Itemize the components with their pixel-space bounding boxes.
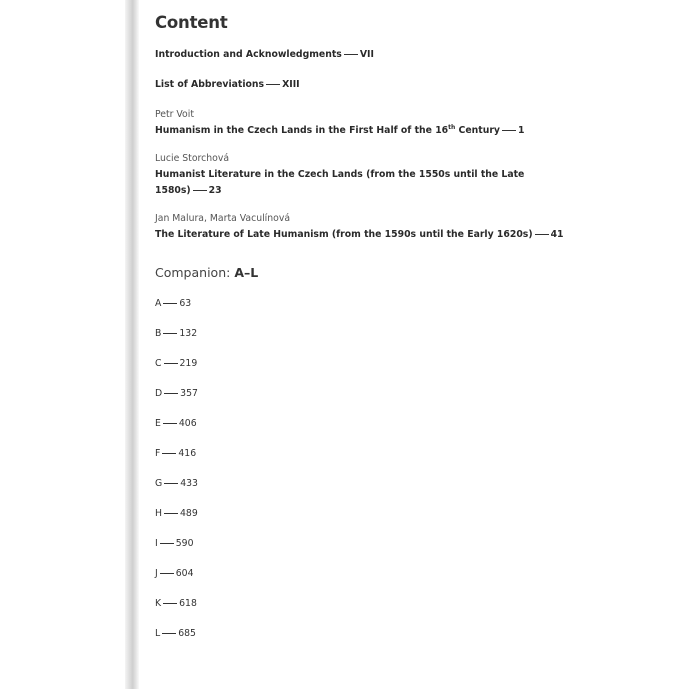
companion-heading: Companion: A–L: [155, 265, 259, 280]
dash-separator: [502, 130, 516, 131]
letter-entry-b[interactable]: B 132: [155, 328, 198, 339]
dash-separator: [162, 633, 176, 634]
dash-separator: [162, 453, 176, 454]
letter-entry-j[interactable]: J 604: [155, 568, 194, 579]
dash-separator: [164, 483, 178, 484]
toc-entry-page: 23: [208, 185, 222, 196]
dash-separator: [535, 234, 549, 235]
chapter-title: Humanism in the Czech Lands in the First Half of the 16th Century 1: [155, 123, 525, 136]
dash-separator: [160, 543, 174, 544]
chapter-author: Petr Voit: [155, 109, 194, 120]
toc-entry-chapter-3[interactable]: [155, 211, 564, 243]
page-title: Content: [155, 13, 228, 32]
letter-entry-g[interactable]: G 433: [155, 478, 198, 489]
dash-separator: [163, 603, 177, 604]
toc-entry-page: XIII: [282, 79, 300, 90]
letter-entry-a[interactable]: A 63: [155, 298, 192, 309]
dash-separator: [193, 190, 207, 191]
toc-entry-page: VII: [359, 49, 374, 60]
toc-entry-chapter-2[interactable]: [155, 151, 524, 199]
dash-separator: [164, 363, 178, 364]
chapter-author: Lucie Storchová: [155, 153, 230, 164]
left-margin: [0, 0, 131, 689]
dash-separator: [164, 513, 178, 514]
toc-entry-chapter-1[interactable]: [155, 107, 524, 139]
toc-entry-title: Introduction and Acknowledgments: [155, 49, 342, 60]
toc-entry-page: 41: [550, 229, 564, 240]
toc-entry-abbreviations[interactable]: [155, 77, 300, 93]
toc-entry-introduction[interactable]: [155, 47, 374, 63]
letter-entry-i[interactable]: I 590: [155, 538, 194, 549]
dash-separator: [266, 84, 280, 85]
dash-separator: [163, 303, 177, 304]
toc-entry-page: 1: [517, 125, 525, 136]
letter-entry-l[interactable]: L 685: [155, 628, 196, 639]
letter-entry-d[interactable]: D 357: [155, 388, 198, 399]
book-spine-shadow: [125, 0, 139, 689]
chapter-title-line-2: 1580s) 23: [155, 185, 222, 196]
toc-entry-title: List of Abbreviations: [155, 79, 265, 90]
letter-entry-c[interactable]: C 219: [155, 358, 198, 369]
letter-entry-h[interactable]: H 489: [155, 508, 198, 519]
letter-entry-k[interactable]: K 618: [155, 598, 197, 609]
letter-entry-f[interactable]: F 416: [155, 448, 197, 459]
chapter-title-line-1: Humanist Literature in the Czech Lands (from the 1550s until the Late: [155, 169, 525, 180]
dash-separator: [164, 393, 178, 394]
dash-separator: [163, 333, 177, 334]
chapter-title: The Literature of Late Humanism (from the 1590s until the Early 1620s) 41: [155, 229, 564, 240]
dash-separator: [163, 423, 177, 424]
dash-separator: [344, 54, 358, 55]
letter-entry-e[interactable]: E 406: [155, 418, 197, 429]
chapter-author: Jan Malura, Marta Vaculínová: [155, 213, 291, 224]
dash-separator: [160, 573, 174, 574]
page: [139, 0, 696, 689]
